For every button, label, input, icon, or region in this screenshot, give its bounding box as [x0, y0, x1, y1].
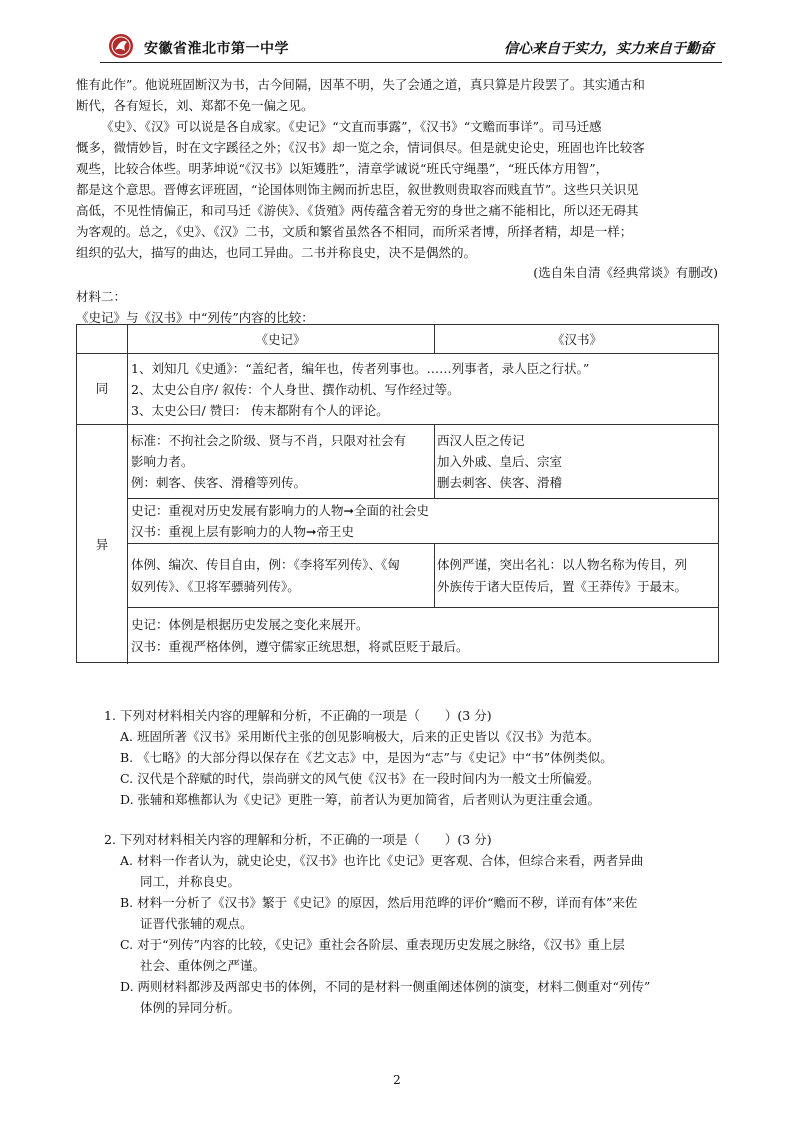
table-rule: [77, 353, 718, 354]
table-rule: [127, 607, 718, 608]
question-1: [104, 705, 613, 810]
question-2: [104, 829, 650, 1018]
table-header-shiji: 《史记》: [255, 332, 306, 347]
text-line: 观些，比较合体些。明茅坤说“《汉书》以矩矱胜”，清章学诚说“班氏守绳墨”，“班氏体方用智”，: [76, 161, 609, 176]
school-name: 安徽省淮北市第一中学: [144, 41, 289, 57]
comparison-table: [76, 324, 719, 663]
text-line: 《史》、《汉》可以说是各自成家。《史记》“文直而事露”，《汉书》“文赡而事详”。司马迁感: [101, 119, 602, 134]
table-rule: [127, 498, 718, 499]
diff1-hanshu-line: 加入外戚、皇后、宗室: [437, 454, 563, 469]
material1-paragraph2: [76, 116, 720, 263]
material2-label: 材料二：: [76, 289, 127, 304]
row-label-diff: 异: [95, 537, 109, 552]
option-d: [104, 976, 650, 1018]
diff3-shiji-line: 奴列传》、《卫将军骠骑列传》。: [131, 579, 300, 594]
text-line: 都是这个意思。晋傅玄评班固，“论国体则饰主阙而折忠臣，叙世教则贵取容而贱直节”。这些只关识见: [76, 182, 639, 197]
option-c: C. 汉代是个辞赋的时代，崇尚骈文的风气使《汉书》在一段时间内为一般文士所偏爱。: [120, 771, 600, 786]
table-rule: [127, 543, 718, 544]
school-motto: 信心来自于实力，实力来自于勤奋: [504, 41, 714, 57]
option-d: D. 张辅和郑樵都认为《史记》更胜一筹，前者认为更加简省，后者则认为更注重会通。: [120, 792, 601, 807]
option-line: 社会、重体例之严谨。: [140, 958, 266, 973]
diff4-line: 汉书：重视严格体例，遵守儒家正统思想，将贰臣贬于最后。: [131, 639, 469, 654]
option-line: B. 材料一分析了《汉书》繁于《史记》的原因，然后用范晔的评价“赡而不秽，详而有体”来佐: [120, 895, 638, 910]
material1-paragraph1: [76, 74, 720, 116]
table-header-hanshu: 《汉书》: [551, 332, 602, 347]
page-number: 2: [393, 1073, 401, 1087]
option-a: A. 班固所著《汉书》采用断代主张的创见影响极大，后来的正史皆以《汉书》为范本。: [120, 729, 600, 744]
diff1-shiji-line: 标准：不拘社会之阶级、贤与不肖，只限对社会有: [131, 433, 407, 448]
text-line: 为客观的。总之，《史》、《汉》二书，文质和繁省虽然各不相同，而所采者博，所择者精，却是一样；: [76, 224, 633, 239]
table-rule: [434, 543, 435, 607]
option-a: [104, 850, 650, 892]
option-b: [104, 892, 650, 934]
diff2-line: 史记：重视对历史发展有影响力的人物➞全面的社会史: [131, 503, 429, 518]
same-line: 3、太史公曰/ 赞曰： 传末都附有个人的评论。: [131, 403, 389, 418]
diff1-hanshu-line: 删去刺客、侠客、滑稽: [437, 475, 563, 490]
material2-caption: 《史记》与《汉书》中“列传”内容的比较：: [76, 310, 314, 325]
diff1-hanshu-line: 西汉人臣之传记: [437, 433, 525, 448]
option-line: 同工，并称良史。: [140, 874, 241, 889]
page-header: [100, 30, 722, 63]
text-line: 组织的弘大，描写的曲达，也同工异曲。二书并称良史，决不是偶然的。: [76, 245, 477, 260]
text-line: 惟有此作”。他说班固断汉为书，古今间隔，因革不明，失了会通之道，真只算是片段罢了。其实通古和: [76, 77, 645, 92]
question-stem: 2. 下列对材料相关内容的理解和分析，不正确的一项是（ ）(3 分): [104, 832, 492, 847]
same-line: 2、太史公自序/ 叙传：个人身世、撰作动机、写作经过等。: [131, 382, 460, 397]
option-line: C. 对于“列传”内容的比较，《史记》重社会各阶层、重表现历史发展之脉络，《汉书》重上层: [120, 937, 625, 952]
same-line: 1、刘知几《史通》：“盖纪者，编年也，传者列事也。……列事者，录人臣之行状。”: [131, 361, 590, 376]
diff2-line: 汉书：重视上层有影响力的人物➞帝王史: [131, 524, 354, 539]
diff3-hanshu-line: 体例严谨，突出名礼：以人物名称为传目，列: [437, 557, 688, 572]
text-line: 慨多，微情妙旨，时在文字蹊径之外；《汉书》却一览之余，情词俱尽。但是就史论史，班固也许比较客: [76, 140, 645, 155]
question-stem: 1. 下列对材料相关内容的理解和分析，不正确的一项是（ ）(3 分): [104, 708, 492, 723]
text-line: 断代，各有短长，刘、郑都不免一偏之见。: [76, 98, 314, 113]
diff3-hanshu-line: 外族传于诸大臣传后，置《王莽传》于最末。: [437, 579, 688, 594]
table-rule: [127, 325, 128, 664]
row-label-same: 同: [95, 381, 109, 396]
material1-source: (选自朱自清《经典常谈》有删改): [533, 265, 718, 280]
school-logo-icon: [108, 33, 134, 59]
option-line: 体例的异同分析。: [140, 1000, 241, 1015]
diff1-shiji-line: 例：刺客、侠客、滑稽等列传。: [131, 475, 307, 490]
diff1-shiji-line: 影响力者。: [131, 454, 194, 469]
diff4-line: 史记：体例是根据历史发展之变化来展开。: [131, 617, 369, 632]
option-c: [104, 934, 650, 976]
option-line: D. 两则材料都涉及两部史书的体例，不同的是材料一侧重阐述体例的演变，材料二侧重对“列传”: [120, 979, 651, 994]
diff3-shiji-line: 体例、编次、传目自由，例：《李将军列传》、《匈: [131, 557, 400, 572]
option-line: A. 材料一作者认为，就史论史，《汉书》也许比《史记》更客观、合体，但综合来看，两者异曲: [120, 853, 644, 868]
option-line: 证晋代张辅的观点。: [140, 916, 253, 931]
text-line: 高低，不见性情偏正，和司马迁《游侠》、《货殖》两传蕴含着无穷的身世之痛不能相比，所以还无碍其: [76, 203, 639, 218]
table-rule: [77, 424, 718, 425]
option-b: B. 《七略》的大部分得以保存在《艺文志》中，是因为“志”与《史记》中“书”体例类似。: [120, 750, 613, 765]
table-rule: [434, 424, 435, 498]
